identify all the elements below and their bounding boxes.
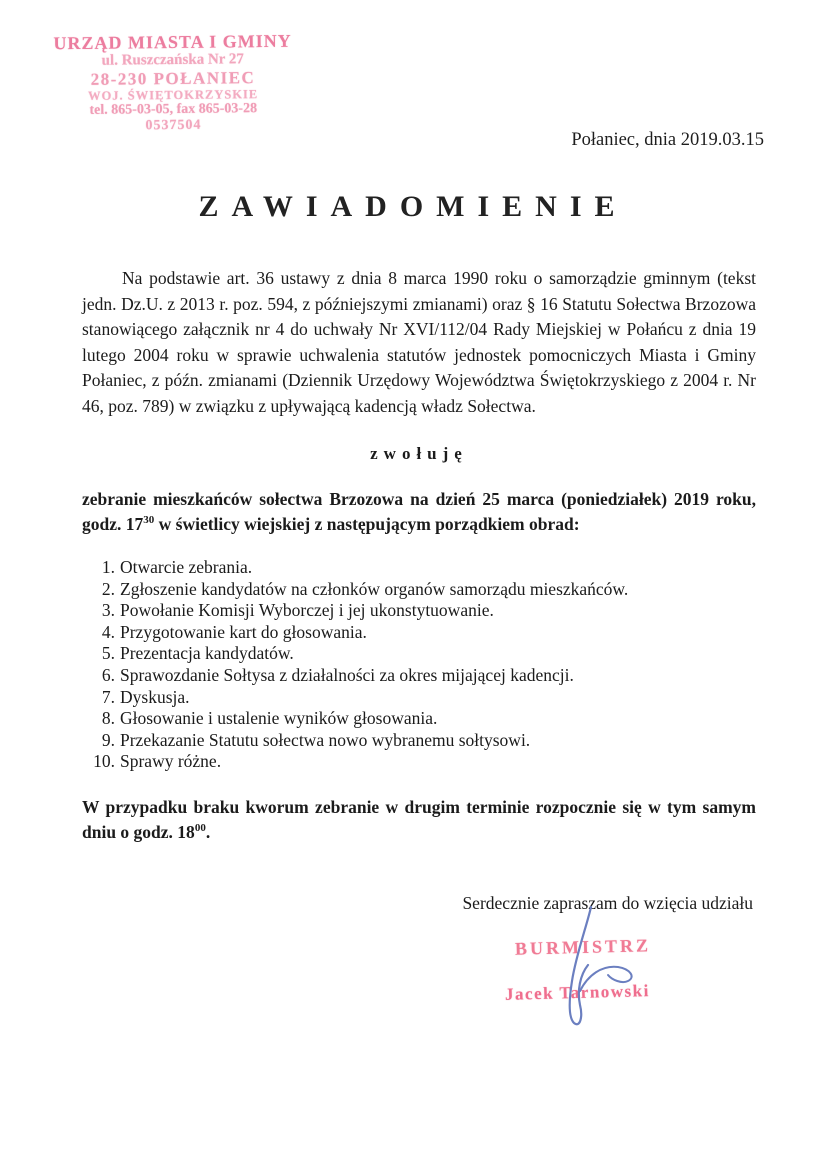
list-item-text: Przygotowanie kart do głosowania.	[120, 621, 367, 642]
stamp-office-name: URZĄD MIASTA I GMINY	[53, 30, 292, 54]
list-item	[82, 600, 756, 622]
list-item	[82, 730, 756, 752]
list-item	[82, 579, 756, 601]
meeting-time-superscript: 30	[143, 514, 155, 527]
document-body	[82, 266, 756, 914]
mayor-title-stamp: BURMISTRZ	[514, 935, 652, 959]
list-item	[82, 557, 756, 579]
quorum-time-superscript: 00	[194, 822, 206, 835]
list-item-text: Głosowanie i ustalenie wyników głosowania.	[120, 708, 438, 729]
list-item	[82, 665, 756, 687]
list-item-number: 5.	[101, 643, 115, 664]
quorum-text-part2: .	[205, 821, 211, 842]
list-item	[82, 622, 756, 644]
list-item-number: 10.	[93, 751, 115, 772]
list-item-text: Dyskusja.	[120, 686, 190, 707]
page-title: ZAWIADOMIENIE	[198, 190, 628, 223]
place-and-date: Połaniec, dnia 2019.03.15	[571, 130, 764, 150]
legal-basis-paragraph: Na podstawie art. 36 ustawy z dnia 8 marca 1990 roku o samorządzie gminnym (tekst jedn. Dz.U. z 2013 r. poz. 594, z późniejszymi zmianami) oraz § 16 Statutu Sołectwa Brzozowa stanowiącego załącznik nr 4 do uchwały Nr XVI/112/04 Rady Miejskiej w Połańcu z dnia 19 lutego 2004 roku w sprawie uchwalenia statutów jednostek pomocniczych Miasta i Gminy Połaniec, z późn. zmianami (Dziennik Urzędowy Województwa Świętokrzyskiego z 2004 r. Nr 46, poz. 789) w związku z upływającą kadencją władz Sołectwa.	[82, 268, 756, 416]
list-item	[82, 708, 756, 730]
convene-word: zwołuję	[370, 444, 468, 463]
meeting-text-part1: zebranie mieszkańców sołectwa Brzozowa na dzień 25 marca (poniedziałek) 2019 roku, godz. 17	[82, 489, 756, 534]
agenda-list	[82, 557, 756, 773]
list-item-number: 6.	[101, 664, 115, 685]
list-item-text: Prezentacja kandydatów.	[120, 643, 294, 664]
meeting-announcement-paragraph	[82, 487, 756, 537]
list-item-number: 8.	[101, 708, 115, 729]
list-item-number: 9.	[101, 729, 115, 750]
list-item-text: Sprawozdanie Sołtysa z działalności za okres mijającej kadencji.	[120, 664, 574, 685]
list-item	[82, 751, 756, 773]
closing-invitation: Serdecznie zapraszam do wzięcia udziału	[462, 892, 753, 913]
stamp-street: ul. Ruszczańska Nr 27	[101, 51, 244, 69]
list-item-number: 2.	[101, 578, 115, 599]
stamp-city: 28-230 POŁANIEC	[90, 68, 256, 89]
list-item	[82, 643, 756, 665]
stamp-phone-fax: tel. 865-03-05, fax 865-03-28	[89, 101, 258, 118]
handwritten-signature	[528, 903, 668, 1033]
quorum-paragraph	[82, 795, 756, 845]
list-item-text: Przekazanie Statutu sołectwa nowo wybranemu sołtysowi.	[120, 729, 531, 750]
list-item-number: 1.	[101, 557, 115, 577]
list-item-number: 3.	[101, 600, 115, 621]
stamp-number: 0537504	[145, 117, 202, 133]
signature-block	[470, 905, 770, 1045]
meeting-text-part2: w świetlicy wiejskiej z następującym porządkiem obrad:	[154, 514, 580, 534]
list-item	[82, 687, 756, 709]
office-address-stamp	[47, 31, 298, 135]
list-item-text: Zgłoszenie kandydatów na członków organów samorządu mieszkańców.	[120, 578, 629, 599]
quorum-text-part1: W przypadku braku kworum zebranie w drugim terminie rozpocznie się w tym samym dniu o godz. 18	[82, 796, 756, 842]
list-item-text: Sprawy różne.	[120, 751, 222, 772]
stamp-voivodeship: WOJ. ŚWIĘTOKRZYSKIE	[87, 87, 259, 103]
list-item-text: Powołanie Komisji Wyborczej i jej ukonstytuowanie.	[120, 600, 494, 621]
list-item-number: 4.	[101, 621, 115, 642]
list-item-text: Otwarcie zebrania.	[120, 557, 253, 577]
mayor-name-stamp: Jacek Tarnowski	[504, 981, 651, 1004]
list-item-number: 7.	[101, 686, 115, 707]
